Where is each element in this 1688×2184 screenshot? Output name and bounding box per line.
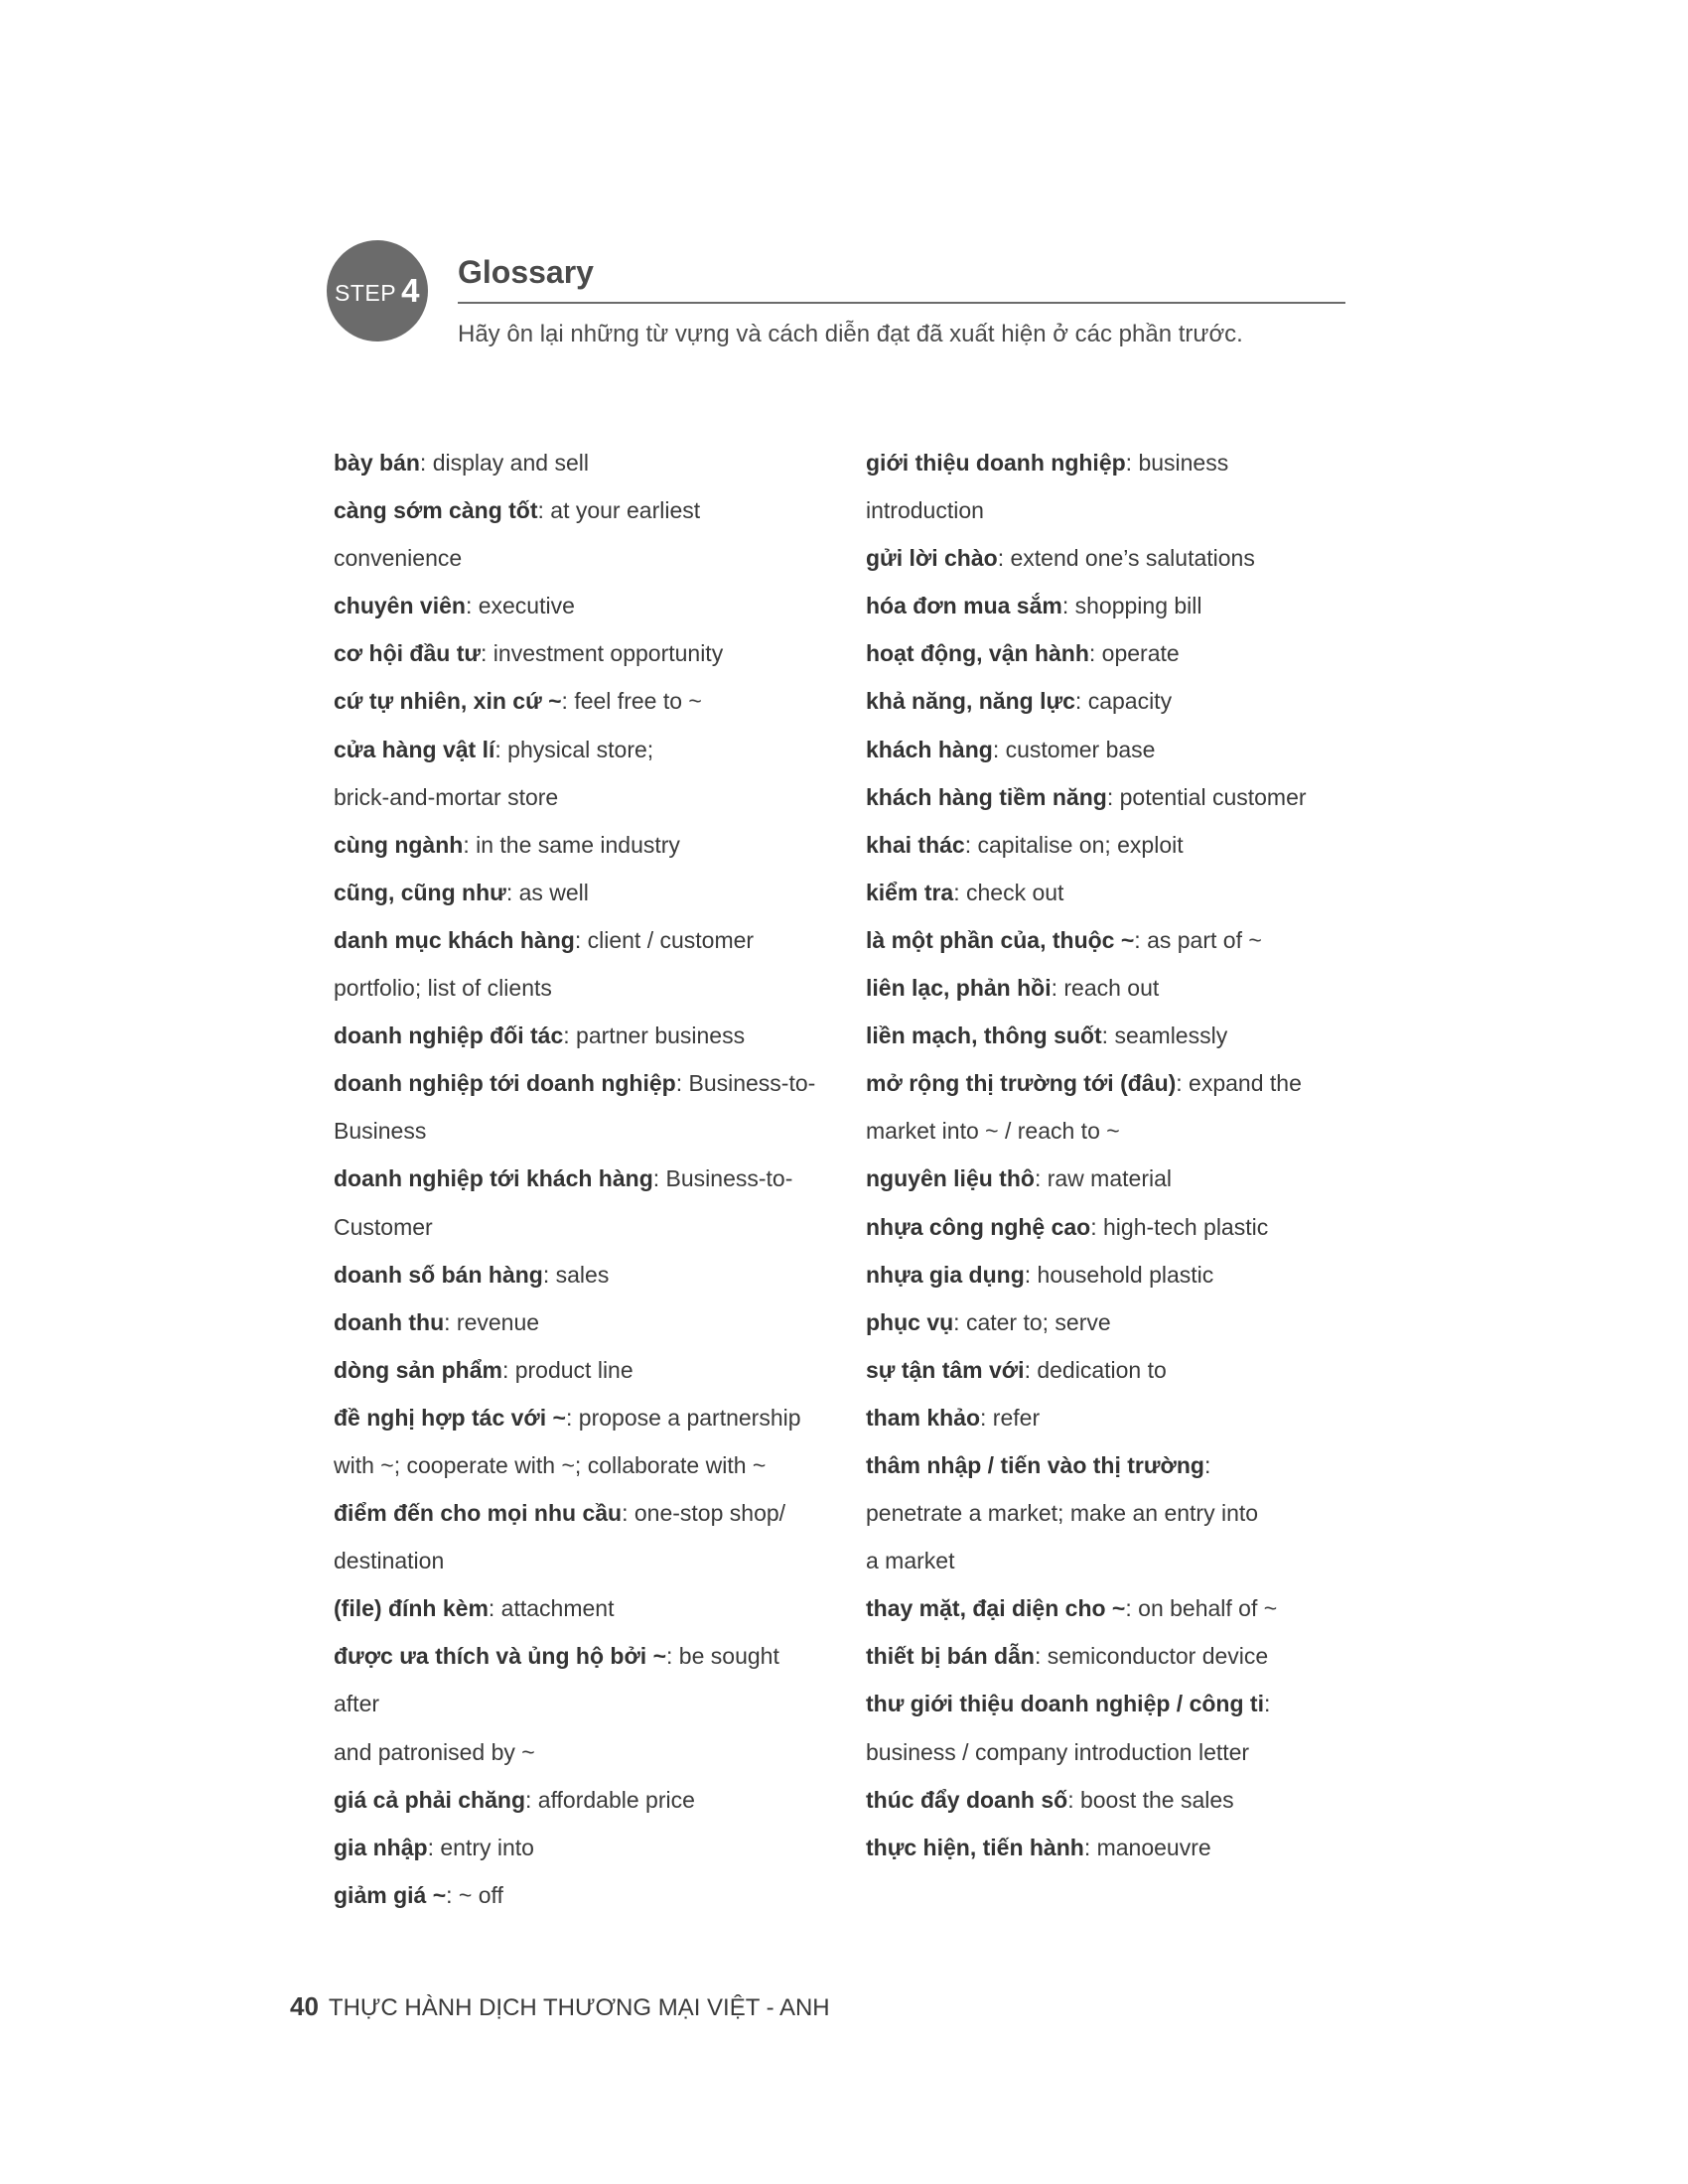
glossary-definition: : feel free to ~ (561, 688, 702, 715)
glossary-entry (334, 677, 830, 725)
glossary-entry (334, 582, 830, 629)
glossary-line (866, 869, 1362, 916)
glossary-line (334, 1824, 830, 1871)
glossary-definition: : high-tech plastic (1090, 1213, 1269, 1240)
glossary-definition: : reach out (1051, 975, 1160, 1002)
glossary-entry (866, 1632, 1362, 1680)
glossary-entry (334, 1489, 830, 1584)
glossary-line (334, 1298, 830, 1346)
glossary-definition: : client / customer (574, 926, 755, 953)
glossary-line (334, 916, 830, 964)
glossary-definition: : raw material (1034, 1165, 1172, 1192)
glossary-definition: : as part of ~ (1134, 926, 1262, 953)
glossary-line (334, 1394, 830, 1441)
glossary-line (866, 726, 1362, 773)
glossary-term: liên lạc, phản hồi (866, 975, 1052, 1002)
glossary-line (866, 1489, 1362, 1537)
glossary-definition: : customer base (992, 736, 1156, 762)
glossary-entry (866, 1059, 1362, 1155)
glossary-line (334, 1584, 830, 1632)
glossary-line (334, 1012, 830, 1059)
glossary-line (866, 1012, 1362, 1059)
glossary-column-left (334, 439, 830, 1919)
glossary-line (866, 1203, 1362, 1251)
glossary-definition: a market (866, 1548, 955, 1574)
glossary-definition: : extend one’s salutations (997, 545, 1255, 572)
glossary-term: kiểm tra (866, 879, 954, 905)
glossary-line (334, 1632, 830, 1727)
glossary-definition: business / company introduction letter (866, 1738, 1250, 1765)
glossary-term: cơ hội đầu tư (334, 640, 482, 667)
glossary-definition: penetrate a market; make an entry into (866, 1500, 1259, 1527)
glossary-definition: : refer (980, 1404, 1041, 1431)
glossary-entry (866, 1441, 1362, 1584)
glossary-column-right (866, 439, 1362, 1871)
glossary-entry (866, 629, 1362, 677)
glossary-term: nhựa gia dụng (866, 1261, 1025, 1288)
glossary-term: cửa hàng vật lí (334, 736, 495, 762)
glossary-line (334, 486, 830, 534)
glossary-entry (866, 1155, 1362, 1202)
glossary-term: giới thiệu doanh nghiệp (866, 450, 1126, 476)
glossary-term: doanh nghiệp tới khách hàng (334, 1165, 653, 1192)
glossary-definition: : (1203, 1451, 1211, 1478)
glossary-definition: : at your earliest (537, 497, 701, 524)
glossary-entry (866, 1346, 1362, 1394)
glossary-line (334, 821, 830, 869)
glossary-entry (334, 629, 830, 677)
glossary-term: cùng ngành (334, 831, 464, 858)
glossary-entry (866, 1298, 1362, 1346)
glossary-entry (334, 1298, 830, 1346)
glossary-definition: : entry into (427, 1834, 534, 1860)
glossary-entry (866, 1776, 1362, 1824)
glossary-term: giảm giá ~ (334, 1881, 447, 1908)
glossary-term: cũng, cũng như (334, 879, 506, 905)
glossary-entry (334, 486, 830, 582)
glossary-line (334, 1537, 830, 1584)
glossary-entry (866, 1251, 1362, 1298)
glossary-line (866, 1155, 1362, 1202)
glossary-term: thiết bị bán dẫn (866, 1643, 1035, 1670)
glossary-entry (334, 439, 830, 486)
glossary-definition: : business (1125, 450, 1229, 476)
glossary-line (866, 439, 1362, 486)
step-label: STEP (335, 279, 397, 306)
glossary-term: danh mục khách hàng (334, 926, 575, 953)
glossary-definition: : (1263, 1691, 1271, 1717)
glossary-definition: : dedication to (1024, 1356, 1167, 1383)
glossary-term: thâm nhập / tiến vào thị trường (866, 1451, 1204, 1478)
glossary-line (334, 869, 830, 916)
glossary-term: doanh nghiệp đối tác (334, 1023, 564, 1049)
glossary-term: doanh thu (334, 1308, 445, 1335)
glossary-term: là một phần của, thuộc ~ (866, 926, 1135, 953)
glossary-entry (866, 1394, 1362, 1441)
glossary-definition: : capitalise on; exploit (964, 831, 1184, 858)
glossary-line (866, 821, 1362, 869)
glossary-line (866, 1251, 1362, 1298)
glossary-entry (334, 821, 830, 869)
glossary-definition: Business (334, 1118, 427, 1145)
glossary-entry (334, 916, 830, 1012)
glossary-definition: : Business-to- (675, 1070, 816, 1097)
glossary-definition: : partner business (563, 1023, 746, 1049)
glossary-term: tham khảo (866, 1404, 981, 1431)
glossary-line (866, 1441, 1362, 1489)
glossary-entry (866, 677, 1362, 725)
glossary-line (866, 1632, 1362, 1680)
glossary-term: khách hàng (866, 736, 993, 762)
glossary-line (866, 1107, 1362, 1155)
glossary-term: bày bán (334, 450, 420, 476)
glossary-entry (866, 1012, 1362, 1059)
glossary-definition: : on behalf of ~ (1125, 1595, 1278, 1622)
glossary-term: (file) đính kèm (334, 1595, 489, 1622)
glossary-line (334, 1203, 830, 1251)
glossary-line (866, 486, 1362, 534)
glossary-term: sự tận tâm với (866, 1356, 1025, 1383)
glossary-definition: : Business-to- (652, 1165, 793, 1192)
glossary-line (334, 1441, 830, 1489)
glossary-entry (334, 1155, 830, 1250)
glossary-term: cứ tự nhiên, xin cứ ~ (334, 688, 562, 715)
glossary-definition: : check out (953, 879, 1064, 905)
glossary-definition: Customer (334, 1213, 433, 1240)
glossary-definition: : one-stop shop/ (622, 1500, 786, 1527)
glossary-line (334, 1489, 830, 1537)
glossary-entry (334, 1251, 830, 1298)
glossary-line (334, 1155, 830, 1202)
glossary-line (334, 1059, 830, 1107)
glossary-term: thực hiện, tiến hành (866, 1834, 1084, 1860)
glossary-term: mở rộng thị trường tới (đâu) (866, 1070, 1177, 1097)
glossary-definition: : revenue (444, 1308, 540, 1335)
glossary-line (866, 1059, 1362, 1107)
glossary-line (866, 1680, 1362, 1727)
glossary-definition: portfolio; list of clients (334, 975, 552, 1002)
glossary-entry (866, 773, 1362, 821)
glossary-line (334, 1251, 830, 1298)
glossary-definition: convenience (334, 545, 463, 572)
glossary-entry (866, 1680, 1362, 1775)
glossary-entry (866, 582, 1362, 629)
glossary-term: khách hàng tiềm năng (866, 783, 1107, 810)
glossary-definition: : display and sell (419, 450, 589, 476)
glossary-term: gia nhập (334, 1834, 428, 1860)
glossary-term: thúc đẩy doanh số (866, 1786, 1068, 1813)
glossary-definition: : investment opportunity (481, 640, 724, 667)
glossary-line (866, 916, 1362, 964)
glossary-term: chuyên viên (334, 593, 466, 619)
glossary-definition: : physical store; (494, 736, 654, 762)
glossary-term: gửi lời chào (866, 545, 998, 572)
glossary-term: hóa đơn mua sắm (866, 593, 1062, 619)
glossary-line (866, 1346, 1362, 1394)
glossary-entry (334, 1394, 830, 1489)
section-title: Glossary (458, 254, 594, 290)
glossary-line (866, 1537, 1362, 1584)
glossary-line (866, 1728, 1362, 1776)
glossary-definition: : operate (1088, 640, 1180, 667)
glossary-definition: : affordable price (525, 1786, 695, 1813)
glossary-term: hoạt động, vận hành (866, 640, 1089, 667)
glossary-line (334, 1776, 830, 1824)
page-footer (290, 1989, 830, 2025)
step-badge (327, 240, 428, 341)
glossary-entry (334, 1346, 830, 1394)
glossary-entry (334, 1871, 830, 1919)
glossary-line (334, 726, 830, 773)
glossary-definition: : boost the sales (1067, 1786, 1234, 1813)
glossary-entry (866, 726, 1362, 773)
glossary-entry (866, 916, 1362, 964)
glossary-line (866, 1824, 1362, 1871)
glossary-line (866, 534, 1362, 582)
glossary-definition: : capacity (1074, 688, 1173, 715)
glossary-line (334, 1728, 830, 1776)
glossary-term: phục vụ (866, 1308, 954, 1335)
glossary-entry (866, 869, 1362, 916)
glossary-entry (866, 1824, 1362, 1871)
glossary-term: càng sớm càng tốt (334, 497, 538, 524)
glossary-definition: : propose a partnership (566, 1404, 801, 1431)
glossary-line (334, 1871, 830, 1919)
glossary-line (866, 1298, 1362, 1346)
glossary-term: liền mạch, thông suốt (866, 1023, 1102, 1049)
glossary-definition: : seamlessly (1101, 1023, 1228, 1049)
glossary-definition: : in the same industry (463, 831, 680, 858)
glossary-definition: : manoeuvre (1083, 1834, 1211, 1860)
glossary-term: khai thác (866, 831, 965, 858)
glossary-entry (334, 1059, 830, 1155)
glossary-definition: destination (334, 1548, 445, 1574)
glossary-definition: : potential customer (1106, 783, 1307, 810)
glossary-definition: : expand the (1176, 1070, 1302, 1097)
glossary-term: khả năng, năng lực (866, 688, 1075, 715)
title-divider (458, 302, 1345, 304)
glossary-definition: : ~ off (446, 1881, 503, 1908)
page-number: 40 (290, 1991, 319, 2021)
glossary-term: đề nghị hợp tác với ~ (334, 1404, 566, 1431)
glossary-term: doanh nghiệp tới doanh nghiệp (334, 1070, 676, 1097)
glossary-line (866, 629, 1362, 677)
glossary-line (334, 964, 830, 1012)
glossary-term: dòng sản phẩm (334, 1356, 502, 1383)
glossary-entry (334, 1012, 830, 1059)
glossary-term: thư giới thiệu doanh nghiệp / công ti (866, 1691, 1264, 1717)
glossary-line (334, 534, 830, 582)
glossary-term: doanh số bán hàng (334, 1261, 543, 1288)
glossary-term: điểm đến cho mọi nhu cầu (334, 1500, 623, 1527)
glossary-entry (334, 726, 830, 821)
glossary-definition: introduction (866, 497, 984, 524)
glossary-definition: and patronised by ~ (334, 1738, 535, 1765)
glossary-term: giá cả phải chăng (334, 1786, 525, 1813)
glossary-entry (866, 534, 1362, 582)
glossary-line (866, 964, 1362, 1012)
glossary-definition: : sales (542, 1261, 610, 1288)
glossary-entry (866, 439, 1362, 534)
glossary-term: thay mặt, đại diện cho ~ (866, 1595, 1126, 1622)
glossary-line (334, 677, 830, 725)
glossary-entry (334, 1776, 830, 1824)
glossary-term: được ưa thích và ủng hộ bởi ~ (334, 1643, 667, 1670)
glossary-entry (866, 821, 1362, 869)
book-title: THỰC HÀNH DỊCH THƯƠNG MẠI VIỆT - ANH (328, 1994, 830, 2021)
glossary-entry (866, 1203, 1362, 1251)
glossary-definition: brick-and-mortar store (334, 783, 559, 810)
glossary-definition: with ~; cooperate with ~; collaborate with ~ (334, 1451, 767, 1478)
glossary-line (866, 1776, 1362, 1824)
section-subtitle: Hãy ôn lại những từ vựng và cách diễn đạt đã xuất hiện ở các phần trước. (458, 321, 1243, 347)
glossary-entry (334, 1584, 830, 1632)
glossary-definition: : executive (465, 593, 575, 619)
glossary-definition: : attachment (488, 1595, 615, 1622)
glossary-line (866, 677, 1362, 725)
glossary-line (866, 773, 1362, 821)
glossary-definition: : shopping bill (1061, 593, 1202, 619)
glossary-line (334, 1107, 830, 1155)
glossary-definition: : product line (501, 1356, 633, 1383)
glossary-line (866, 1584, 1362, 1632)
glossary-definition: : as well (505, 879, 589, 905)
glossary-line (334, 1346, 830, 1394)
glossary-entry (334, 1632, 830, 1775)
glossary-line (334, 773, 830, 821)
glossary-line (866, 1394, 1362, 1441)
glossary-line (334, 439, 830, 486)
glossary-entry (334, 869, 830, 916)
glossary-line (334, 629, 830, 677)
glossary-entry (334, 1824, 830, 1871)
glossary-line (334, 582, 830, 629)
glossary-entry (866, 964, 1362, 1012)
glossary-term: nhựa công nghệ cao (866, 1213, 1091, 1240)
glossary-definition: : be sought after (334, 1643, 779, 1717)
glossary-definition: : cater to; serve (953, 1308, 1111, 1335)
glossary-definition: : semiconductor device (1034, 1643, 1269, 1670)
glossary-definition: : household plastic (1024, 1261, 1214, 1288)
glossary-entry (866, 1584, 1362, 1632)
glossary-line (866, 582, 1362, 629)
glossary-term: nguyên liệu thô (866, 1165, 1035, 1192)
step-number: 4 (401, 272, 420, 309)
glossary-definition: market into ~ / reach to ~ (866, 1118, 1120, 1145)
